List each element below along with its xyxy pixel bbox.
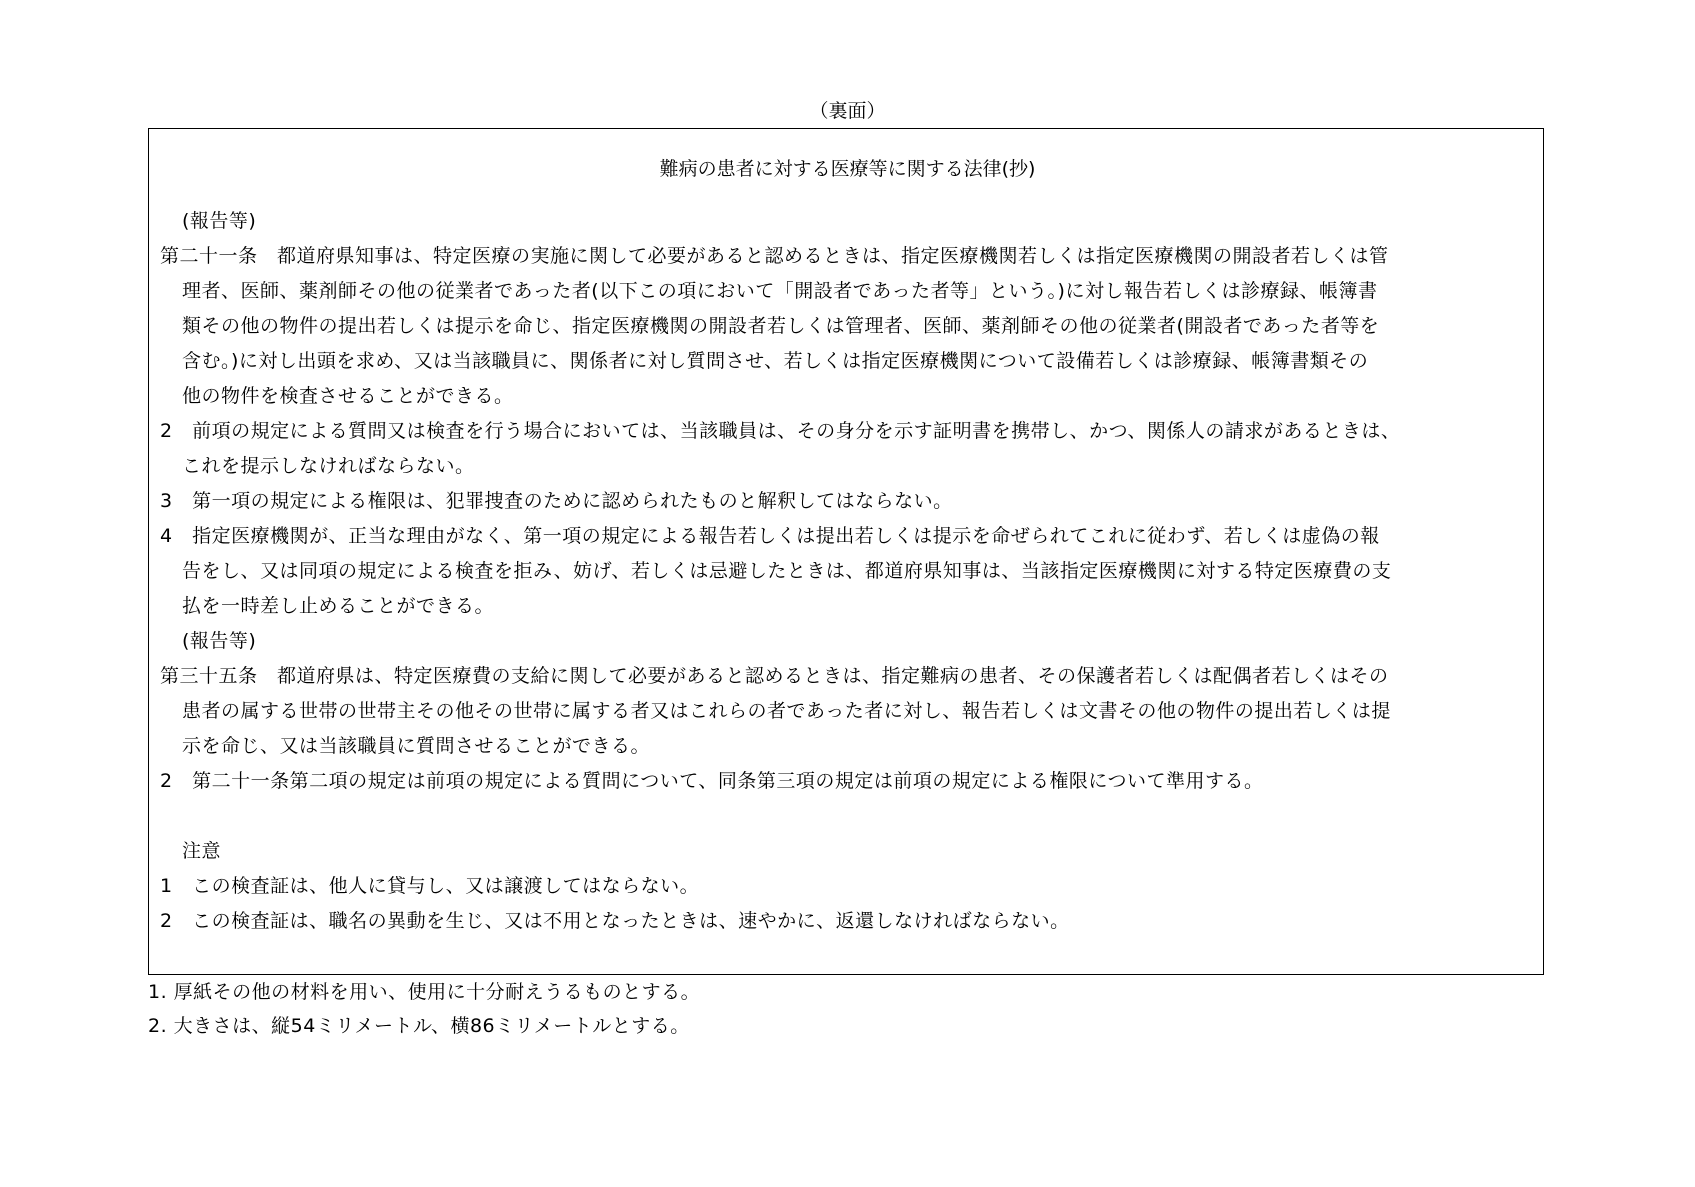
law-text-line: (報告等) [182,630,257,652]
page-side-label: （裏面） [809,100,886,122]
law-text-line: 示を命じ、又は当該職員に質問させることができる。 [182,735,651,757]
law-text-line: 注意 [182,840,222,862]
law-text-line: (報告等) [182,210,257,232]
law-text-line: 2 前項の規定による質問又は検査を行う場合においては、当該職員は、その身分を示す証明書を携帯し、かつ、関係人の請求があるときは、 [160,420,1401,442]
law-text-line: 類その他の物件の提出若しくは提示を命じ、指定医療機関の開設者若しくは管理者、医師、薬剤師その他の従業者(開設者であった者等を [182,315,1380,337]
law-text-line: 他の物件を検査させることができる。 [182,385,514,407]
law-title: 難病の患者に対する医療等に関する法律(抄) [659,158,1036,180]
law-text-line: 4 指定医療機関が、正当な理由がなく、第一項の規定による報告若しくは提出若しくは提示を命ぜられてこれに従わず、若しくは虚偽の報 [160,525,1380,547]
law-text-line: 含む。)に対し出頭を求め、又は当該職員に、関係者に対し質問させ、若しくは指定医療機関について設備若しくは診療録、帳簿書類その [182,350,1369,372]
law-text-line: 第二十一条 都道府県知事は、特定医療の実施に関して必要があると認めるときは、指定医療機関若しくは指定医療機関の開設者若しくは管 [160,245,1389,267]
law-text-line: これを提示しなければならない。 [182,455,475,477]
law-text-line: 2 この検査証は、職名の異動を生じ、又は不用となったときは、速やかに、返還しなければならない。 [160,910,1070,932]
law-text-line: 患者の属する世帯の世帯主その他その世帯に属する者又はこれらの者であった者に対し、報告若しくは文書その他の物件の提出若しくは提 [182,700,1391,722]
law-text-line: 告をし、又は同項の規定による検査を拒み、妨げ、若しくは忌避したときは、都道府県知事は、当該指定医療機関に対する特定医療費の支 [182,560,1392,582]
footnote-size: 2. 大きさは、縦54ミリメートル、横86ミリメートルとする。 [148,1015,690,1037]
law-text-line: 1 この検査証は、他人に貸与し、又は譲渡してはならない。 [160,875,700,897]
law-text-line: 2 第二十一条第二項の規定は前項の規定による質問について、同条第三項の規定は前項の規定による権限について準用する。 [160,770,1264,792]
law-text-line: 理者、医師、薬剤師その他の従業者であった者(以下この項において「開設者であった者等」という。)に対し報告若しくは診療録、帳簿書 [182,280,1378,302]
law-text-line: 第三十五条 都道府県は、特定医療費の支給に関して必要があると認めるときは、指定難病の患者、その保護者若しくは配偶者若しくはその [160,665,1389,687]
law-text-line: 3 第一項の規定による権限は、犯罪捜査のために認められたものと解釈してはならない。 [160,490,953,512]
footnote-material: 1. 厚紙その他の材料を用い、使用に十分耐えうるものとする。 [148,981,701,1003]
law-text-line: 払を一時差し止めることができる。 [182,595,495,617]
